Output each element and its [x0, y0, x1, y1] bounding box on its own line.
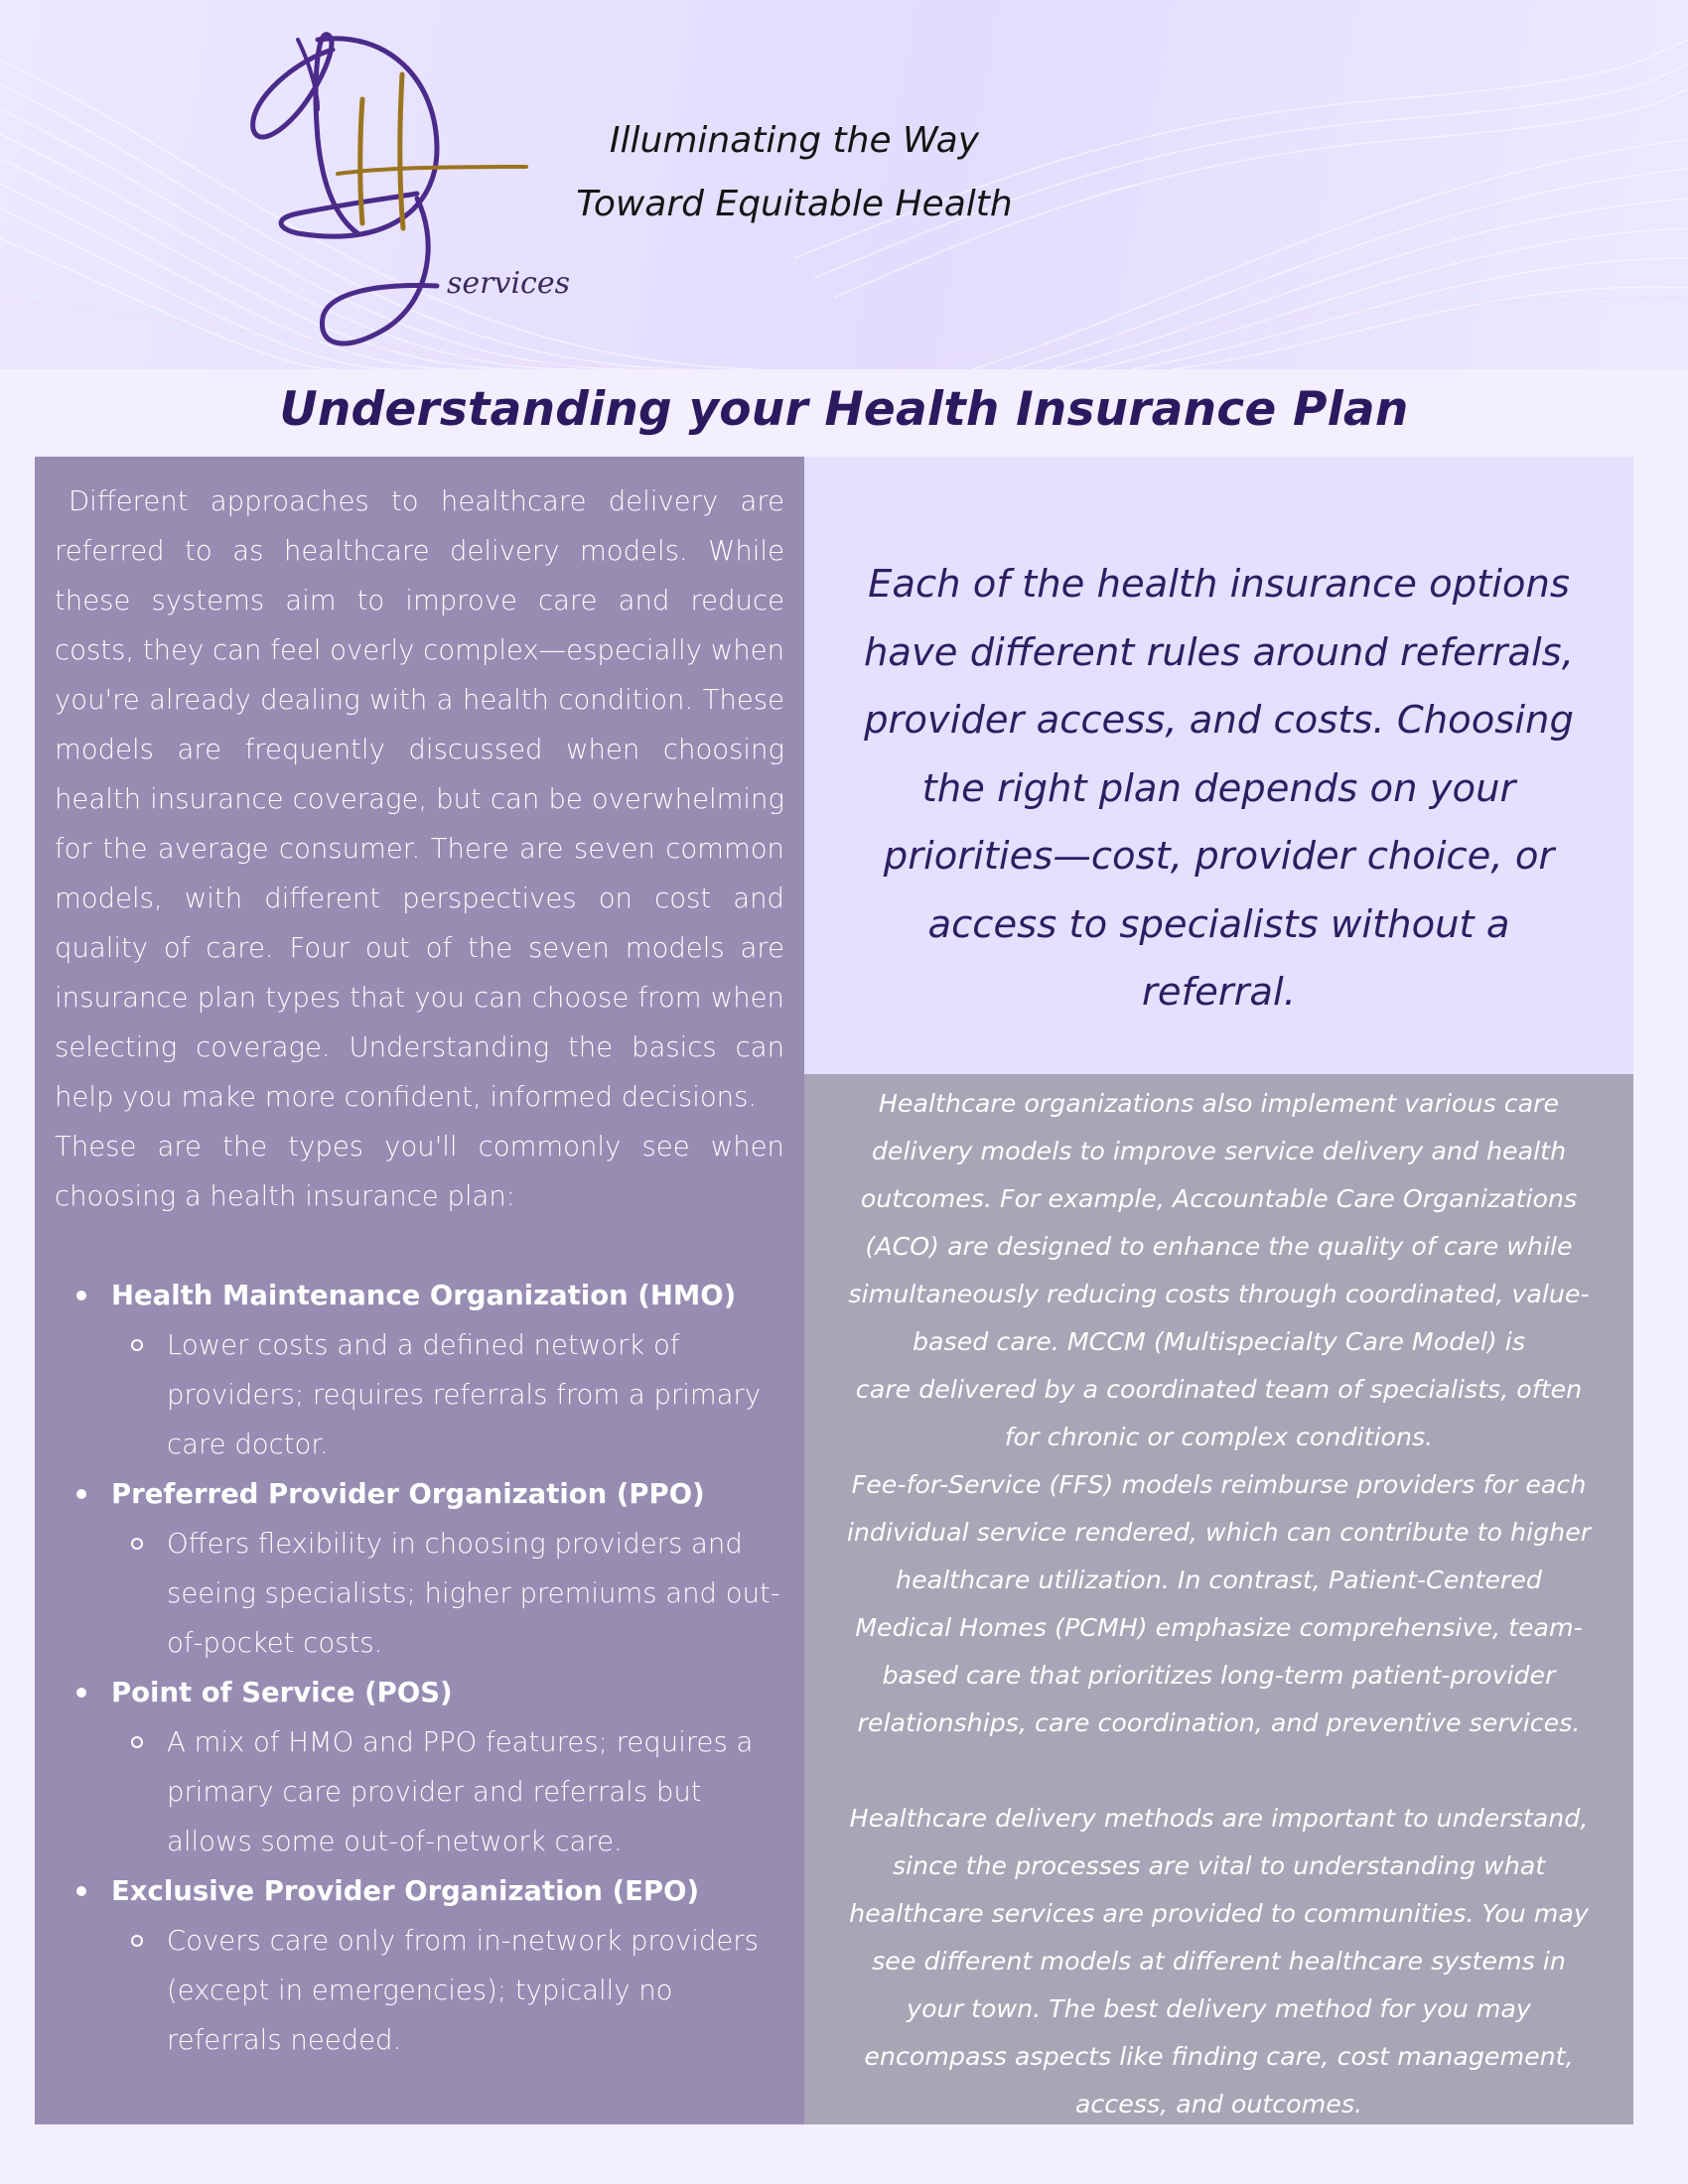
delivery-methods-paragraph	[804, 1795, 1633, 2128]
quote-line: the right plan depends on your	[921, 765, 1516, 811]
text-line: healthcare services are provided to communities. You may	[849, 1899, 1589, 1928]
plan-description: A mix of HMO and PPO features; requires a primary care provider and referrals but allows some out-of-network care.	[167, 1717, 784, 1866]
text-line: based care. MCCM (Multispecialty Care Model) is	[912, 1327, 1526, 1356]
text-line: (ACO) are designed to enhance the quality of care while	[865, 1232, 1573, 1261]
text-line: relationships, care coordination, and preventive services.	[857, 1708, 1581, 1737]
care-models-paragraph	[804, 1080, 1633, 1747]
plan-name: Health Maintenance Organization (HMO)	[111, 1271, 784, 1320]
text-line: care delivered by a coordinated team of specialists, often	[855, 1375, 1583, 1404]
care-models-panel	[804, 1074, 1633, 2124]
quote-line: access to specialists without a	[927, 901, 1510, 947]
quote-line: priorities—cost, provider choice, or	[883, 834, 1555, 879]
page-title: Understanding your Health Insurance Plan	[279, 382, 1409, 437]
quote-line: referral.	[1142, 970, 1296, 1015]
plan-name: Exclusive Provider Organization (EPO)	[111, 1866, 784, 1916]
plan-name: Point of Service (POS)	[111, 1668, 784, 1717]
text-line: healthcare utilization. In contrast, Patient-Centered	[896, 1566, 1542, 1594]
text-line: Healthcare delivery methods are important to understand,	[849, 1804, 1589, 1833]
plan-description: Lower costs and a defined network of providers; requires referrals from a primary care doctor.	[167, 1320, 784, 1469]
text-line: encompass aspects like finding care, cost management,	[864, 2042, 1574, 2071]
intro-panel	[35, 457, 804, 2124]
text-line: for chronic or complex conditions.	[1004, 1423, 1434, 1451]
text-line: delivery models to improve service delivery and health	[871, 1137, 1567, 1165]
dh-services-logo	[238, 20, 596, 362]
text-line: simultaneously reducing costs through coordinated, value-	[848, 1280, 1590, 1308]
quote-line: provider access, and costs. Choosing	[864, 698, 1574, 743]
text-line: individual service rendered, which can contribute to higher	[846, 1518, 1592, 1547]
plan-item	[55, 1866, 784, 2065]
plan-description: Covers care only from in-network providers (except in emergencies); typically no referrals needed.	[167, 1916, 784, 2065]
text-line: based care that prioritizes long-term patient-provider	[882, 1661, 1556, 1690]
text-line: outcomes. For example, Accountable Care Organizations	[860, 1184, 1578, 1213]
tagline-line: Illuminating the Way	[609, 120, 980, 161]
logo-word: services	[447, 266, 570, 301]
quote-panel	[804, 457, 1633, 1074]
plan-description: Offers flexibility in choosing providers and seeing specialists; higher premiums and out-of-pocket costs.	[167, 1519, 784, 1668]
plan-list	[55, 1271, 784, 2065]
tagline	[556, 109, 1033, 236]
text-line: Healthcare organizations also implement various care	[878, 1089, 1560, 1118]
tagline-line: Toward Equitable Health	[576, 184, 1013, 224]
text-line: Medical Homes (PCMH) emphasize comprehensive, team-	[855, 1613, 1583, 1642]
plan-item	[55, 1668, 784, 1866]
header-banner	[0, 0, 1688, 369]
quote-line: Each of the health insurance options	[868, 562, 1570, 607]
text-line: your town. The best delivery method for you may	[907, 1994, 1531, 2023]
text-line: since the processes are vital to understanding what	[892, 1851, 1546, 1880]
intro-paragraph: These are the types you'll commonly see when choosing a health insurance plan:	[55, 1131, 784, 1212]
text-line: access, and outcomes.	[1074, 2090, 1363, 2118]
pull-quote	[864, 551, 1574, 1027]
plan-item	[55, 1469, 784, 1668]
text-line: Fee-for-Service (FFS) models reimburse providers for each	[851, 1470, 1587, 1499]
plan-name: Preferred Provider Organization (PPO)	[111, 1469, 784, 1519]
plan-item	[55, 1271, 784, 1469]
intro-paragraph: Different approaches to healthcare delivery are referred to as healthcare delivery models. While these systems aim to improve care and reduce costs, they can feel overly complex—especially when you're already dealing with a health condition. These models are frequently discussed when choosing health insurance coverage, but can be overwhelming for the average consumer. There are seven common models, with different perspectives on cost and quality of care. Four out of the seven models are insurance plan types that you can choose from when selecting coverage. Understanding the basics can help you make more confident, informed decisions.	[55, 485, 784, 1113]
quote-line: have different rules around referrals,	[864, 629, 1574, 675]
text-line: see different models at different healthcare systems in	[872, 1947, 1566, 1976]
